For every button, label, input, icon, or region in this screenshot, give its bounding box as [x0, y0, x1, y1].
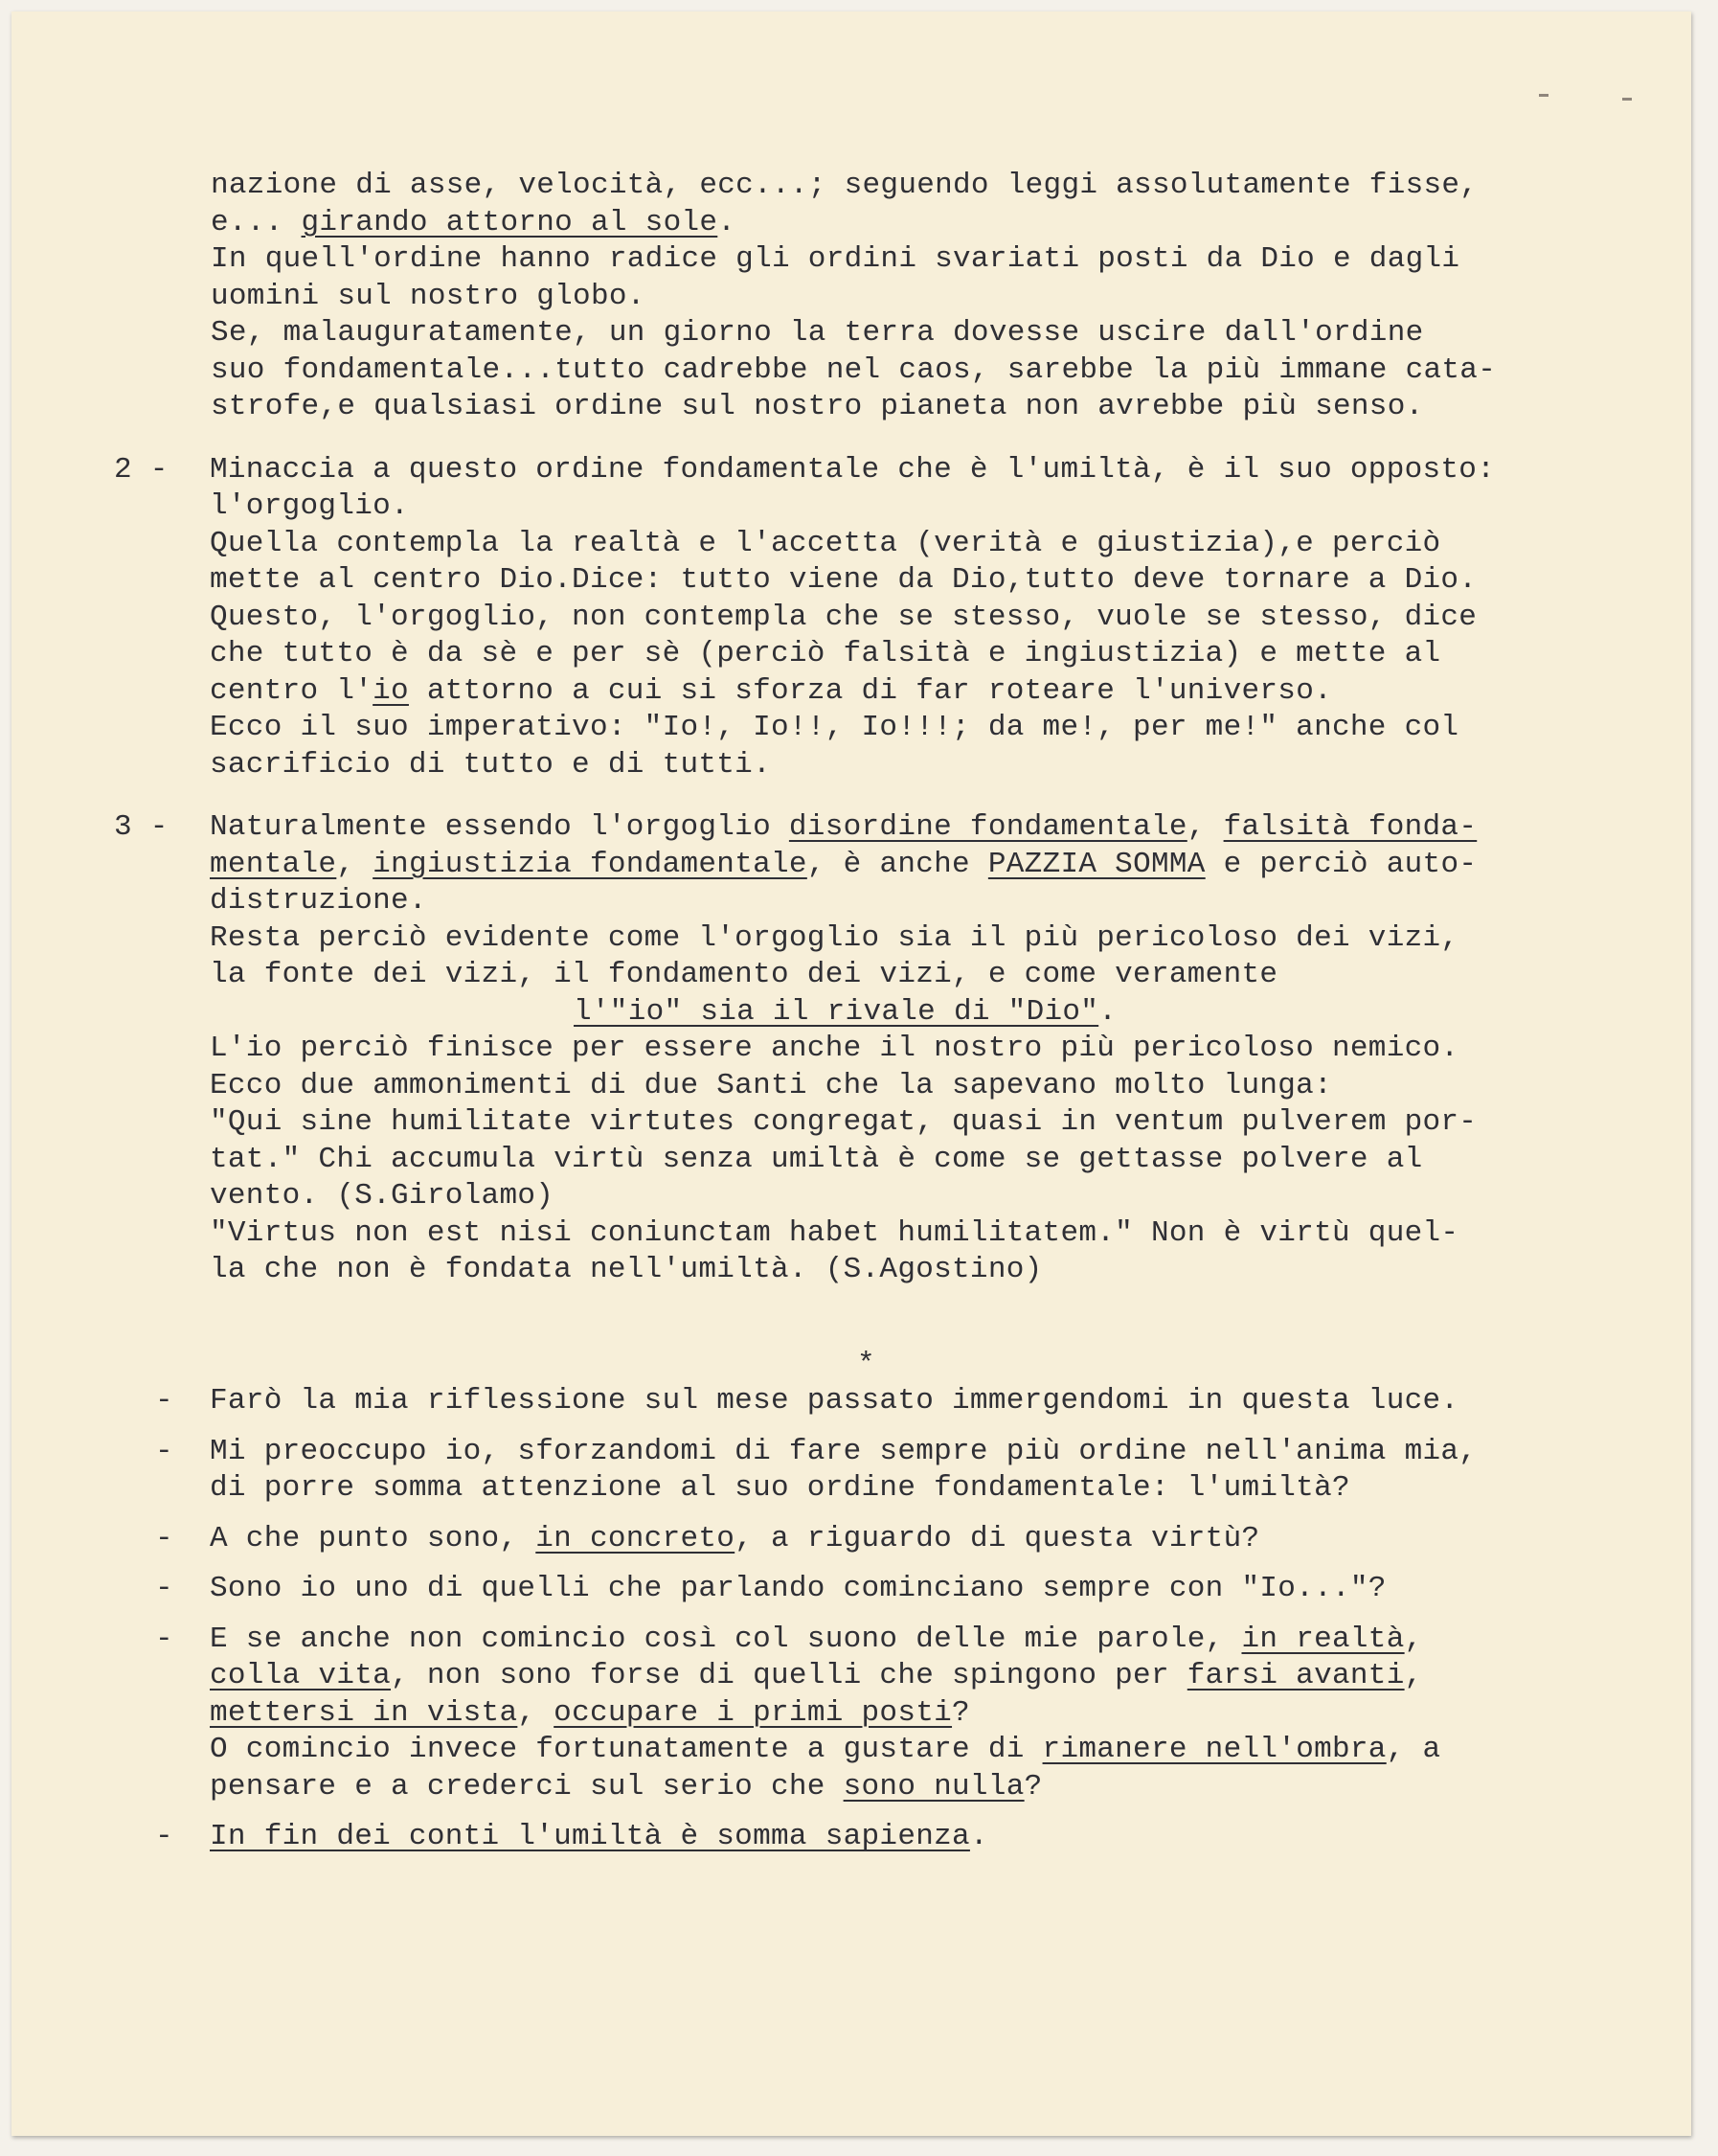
text-line: "Virtus non est nisi coniunctam habet humilitatem." Non è virtù quel-: [210, 1215, 1459, 1250]
underlined-phrase: rimanere nell'ombra: [1042, 1733, 1387, 1766]
list-item: [11, 1521, 1691, 1558]
text-line: "Qui sine humilitate virtutes congregat, quasi in ventum pulverem por-: [210, 1105, 1478, 1139]
document-page: [11, 11, 1691, 2136]
scan-mark: [1622, 98, 1632, 101]
list-item: [11, 1622, 1691, 1806]
text-line: strofe,e qualsiasi ordine sul nostro pianeta non avrebbe più senso.: [211, 390, 1424, 423]
text-line: di porre somma attenzione al suo ordine fondamentale: l'umiltà?: [210, 1471, 1350, 1505]
text-line: Sono io uno di quelli che parlando cominciano sempre con "Io..."?: [210, 1572, 1387, 1605]
section-separator: *: [857, 1347, 875, 1381]
text-line: centro l'io attorno a cui si sforza di far roteare l'universo.: [210, 673, 1333, 708]
underlined-phrase: disordine fondamentale: [788, 810, 1187, 844]
list-item: [11, 1383, 1691, 1420]
text-line: Resta perciò evidente come l'orgoglio sia il più pericoloso dei vizi,: [210, 920, 1459, 955]
text-line: sacrificio di tutto e di tutti.: [210, 747, 771, 782]
text-line: O comincio invece fortunatamente a gustare di rimanere nell'ombra, a: [210, 1733, 1441, 1766]
section-2: [11, 452, 1691, 784]
underlined-phrase: mettersi in vista: [210, 1695, 518, 1730]
underlined-phrase: sono nulla: [843, 1769, 1025, 1804]
list-item: [11, 1819, 1691, 1856]
text-line: suo fondamentale...tutto cadrebbe nel caos, sarebbe la più immane cata-: [211, 352, 1497, 387]
section-3: [11, 809, 1691, 1289]
bullet-dash: -: [155, 1622, 173, 1656]
text-line: pensare e a crederci sul serio che sono nulla?: [210, 1769, 1043, 1804]
text-line: A che punto sono, in concreto, a riguardo di questa virtù?: [210, 1521, 1260, 1555]
underlined-phrase: falsità fonda-: [1223, 810, 1478, 844]
text-line: mette al centro Dio.Dice: tutto viene da Dio,tutto deve tornare a Dio.: [210, 563, 1478, 597]
text-line: L'io perciò finisce per essere anche il nostro più pericoloso nemico.: [210, 1032, 1459, 1065]
underlined-phrase: PAZZIA SOMMA: [987, 847, 1206, 881]
underlined-phrase: farsi avanti: [1187, 1659, 1405, 1692]
text-line: l'"io" sia il rivale di "Dio".: [574, 994, 1118, 1029]
text-line: la che non è fondata nell'umiltà. (S.Agostino): [210, 1253, 1043, 1286]
bullet-dash: -: [155, 1384, 173, 1418]
underlined-phrase: colla vita: [210, 1659, 392, 1692]
text-line: Ecco due ammonimenti di due Santi che la sapevano molto lunga:: [210, 1068, 1332, 1102]
scan-mark: [1539, 94, 1548, 97]
text-line: Naturalmente essendo l'orgoglio disordine fondamentale, falsità fonda-: [210, 810, 1478, 844]
text-line: e... girando attorno al sole.: [211, 205, 736, 239]
text-line: Mi preoccupo io, sforzandomi di fare sempre più ordine nell'anima mia,: [210, 1434, 1478, 1468]
text-line: E se anche non comincio così col suono delle mie parole, in realtà,: [210, 1622, 1423, 1656]
underlined-phrase: occupare i primi posti: [554, 1695, 953, 1730]
section-number: 2 -: [114, 452, 169, 487]
document-body: [11, 168, 1691, 1870]
text-line: distruzione.: [210, 884, 427, 918]
bullet-dash: -: [155, 1572, 173, 1605]
text-line: vento. (S.Girolamo): [210, 1179, 554, 1213]
text-line: In quell'ordine hanno radice gli ordini svariati posti da Dio e dagli: [211, 242, 1460, 276]
underlined-phrase: in realtà: [1241, 1622, 1405, 1656]
text-line: Farò la mia riflessione sul mese passato immergendomi in questa luce.: [210, 1384, 1459, 1418]
text-line: tat." Chi accumula virtù senza umiltà è come se gettasse polvere al: [210, 1142, 1423, 1176]
text-line: Minaccia a questo ordine fondamentale che è l'umiltà, è il suo opposto:: [210, 452, 1496, 487]
text-line: nazione di asse, velocità, ecc...; seguendo leggi assolutamente fisse,: [211, 169, 1479, 202]
section-number: 3 -: [114, 810, 169, 844]
underlined-phrase: l'"io" sia il rivale di "Dio": [574, 994, 1099, 1029]
text-line: uomini sul nostro globo.: [211, 279, 645, 313]
text-line: l'orgoglio.: [210, 489, 409, 523]
bullet-dash: -: [155, 1521, 173, 1555]
text-line: In fin dei conti l'umiltà è somma sapienza.: [210, 1820, 988, 1853]
list-item: [11, 1571, 1691, 1608]
text-line: colla vita, non sono forse di quelli che spingono per farsi avanti,: [210, 1659, 1423, 1692]
underlined-phrase: girando attorno al sole: [301, 205, 718, 239]
underlined-phrase: io: [373, 673, 409, 708]
underlined-phrase: mentale: [210, 847, 337, 881]
text-line: che tutto è da sè e per sè (perciò falsità e ingiustizia) e mette al: [210, 637, 1441, 670]
list-item: [11, 1434, 1691, 1508]
underlined-phrase: in concreto: [535, 1521, 735, 1555]
bullet-dash: -: [155, 1820, 173, 1853]
text-line: la fonte dei vizi, il fondamento dei vizi, e come veramente: [210, 958, 1278, 991]
intro-paragraph: [11, 168, 1691, 426]
bullet-dash: -: [155, 1434, 173, 1468]
text-line: mentale, ingiustizia fondamentale, è anche PAZZIA SOMMA e perciò auto-: [210, 847, 1478, 881]
text-line: Se, malauguratamente, un giorno la terra dovesse uscire dall'ordine: [211, 316, 1424, 350]
text-line: Questo, l'orgoglio, non contempla che se stesso, vuole se stesso, dice: [210, 600, 1478, 634]
text-line: Ecco il suo imperativo: "Io!, Io!!, Io!!!; da me!, per me!" anche col: [210, 711, 1459, 744]
underlined-phrase: ingiustizia fondamentale: [373, 847, 807, 881]
text-line: Quella contempla la realtà e l'accetta (verità e giustizia),e perciò: [210, 526, 1441, 560]
text-line: mettersi in vista, occupare i primi posti?: [210, 1695, 970, 1730]
underlined-phrase: In fin dei conti l'umiltà è somma sapienza: [210, 1820, 970, 1853]
